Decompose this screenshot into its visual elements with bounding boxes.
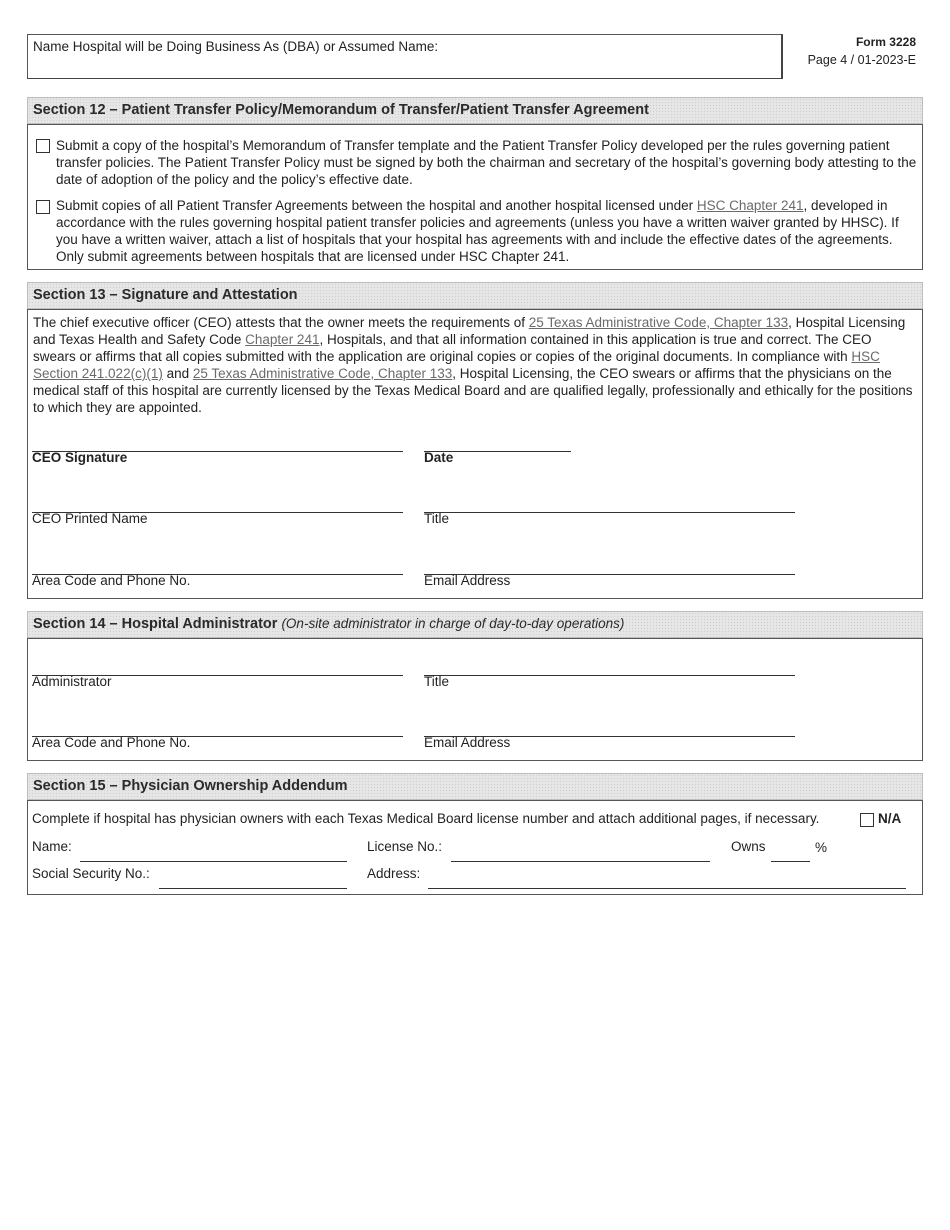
ceo-printed-name-label: CEO Printed Name [32,511,148,526]
dba-name-label: Name Hospital will be Doing Business As (DBA) or Assumed Name: [33,39,439,54]
chapter-241-link[interactable]: Chapter 241 [245,332,320,347]
section-14-subtitle: (On-site administrator in charge of day-to-day operations) [281,616,625,631]
section-14-body [27,638,923,761]
ceo-title-label: Title [424,511,450,526]
not-applicable-label: N/A [878,811,902,826]
administrator-email-label: Email Address [424,735,511,750]
section-15-header [27,773,923,800]
percent-sign: % [815,840,828,855]
section-13-header [27,282,923,309]
memorandum-checkbox[interactable] [36,139,50,153]
dba-name-field[interactable] [27,34,783,79]
form-number: Form 3228 [855,35,916,49]
transfer-agreements-instruction: Submit copies of all Patient Transfer Agreements between the hospital and another hospital licensed under HSC Chapter 241, developed in accordance with the rules governing hospital patient transfer policies and agreements (unless you have a written waiver granted by HHSC). If you have a written waiver, attach a list of hospitals that your hospital has agreements with and include the effective dates of the agreements. Only submit agreements between hospitals that are licensed under HSC Chapter 241. [56,198,899,264]
section-15-body [27,800,923,895]
attestation-text: The chief executive officer (CEO) attests that the owner meets the requirements of 25 Texas Administrative Code, Chapter 133, Hospital Licensing and Texas Health and Safety Code Chapter 241, Hospitals, and that all information contained in this application is true and correct. The CEO swears or affirms that all copies submitted with the application are original copies or copies of the original documents. In compliance with HSC Section 241.022(c)(1) and 25 Texas Administrative Code, Chapter 133, Hospital Licensing, the CEO swears or affirms that the physicians on the medical staff of this hospital are currently licensed by the Texas Medical Board and are qualified legally, professionally and ethically for the positions to which they are appointed. [33,315,913,415]
section-12-title: Section 12 – Patient Transfer Policy/Memorandum of Transfer/Patient Transfer Agreement [33,102,649,118]
section-12-body [27,124,923,270]
section-13-body [27,309,923,599]
address-line[interactable] [428,888,906,889]
ceo-email-label: Email Address [424,573,511,588]
physician-ownership-instructions: Complete if hospital has physician owners with each Texas Medical Board license number and attach additional pages, if necessary. [32,811,820,826]
administrator-label: Administrator [32,674,112,689]
owns-percent-line[interactable] [771,861,810,862]
section-15-title: Section 15 – Physician Ownership Addendum [33,778,348,794]
hsc-section-241-022-link[interactable]: HSC Section 241.022(c)(1) [33,349,880,381]
memorandum-instruction: Submit a copy of the hospital’s Memorandum of Transfer template and the Patient Transfer Policy developed per the rules governing patient transfer policies. The Patient Transfer Policy must be signed by both the chairman and secretary of the hospital’s governing body attesting to the date of adoption of the policy and the policy’s effective date. [56,138,917,187]
ssn-label: Social Security No.: [32,866,150,881]
administrator-phone-label: Area Code and Phone No. [32,735,191,750]
address-label: Address: [367,866,421,881]
ssn-line[interactable] [159,888,347,889]
transfer-agreements-checkbox[interactable] [36,200,50,214]
ceo-phone-label: Area Code and Phone No. [32,573,191,588]
tac-chapter-133-link[interactable]: 25 Texas Administrative Code, Chapter 133 [528,315,789,330]
physician-name-line[interactable] [80,861,347,862]
not-applicable-checkbox[interactable] [860,813,874,827]
hsc-chapter-241-link[interactable]: HSC Chapter 241 [696,198,804,213]
license-number-label: License No.: [367,839,443,854]
ceo-title-line[interactable] [424,512,795,513]
ceo-signature-label: CEO Signature [32,450,128,465]
page-info: Page 4 / 01-2023-E [807,53,916,67]
physician-name-label: Name: [32,839,72,854]
administrator-title-line[interactable] [424,675,795,676]
license-number-line[interactable] [451,861,710,862]
administrator-title-label: Title [424,674,450,689]
tac-chapter-133-link-2[interactable]: 25 Texas Administrative Code, Chapter 133 [192,366,453,381]
date-label: Date [424,450,454,465]
section-13-title: Section 13 – Signature and Attestation [33,287,298,303]
section-14-header [27,611,923,638]
section-12-header [27,97,923,124]
section-14-title: Section 14 – Hospital Administrator [33,616,278,632]
owns-label: Owns [731,839,766,854]
